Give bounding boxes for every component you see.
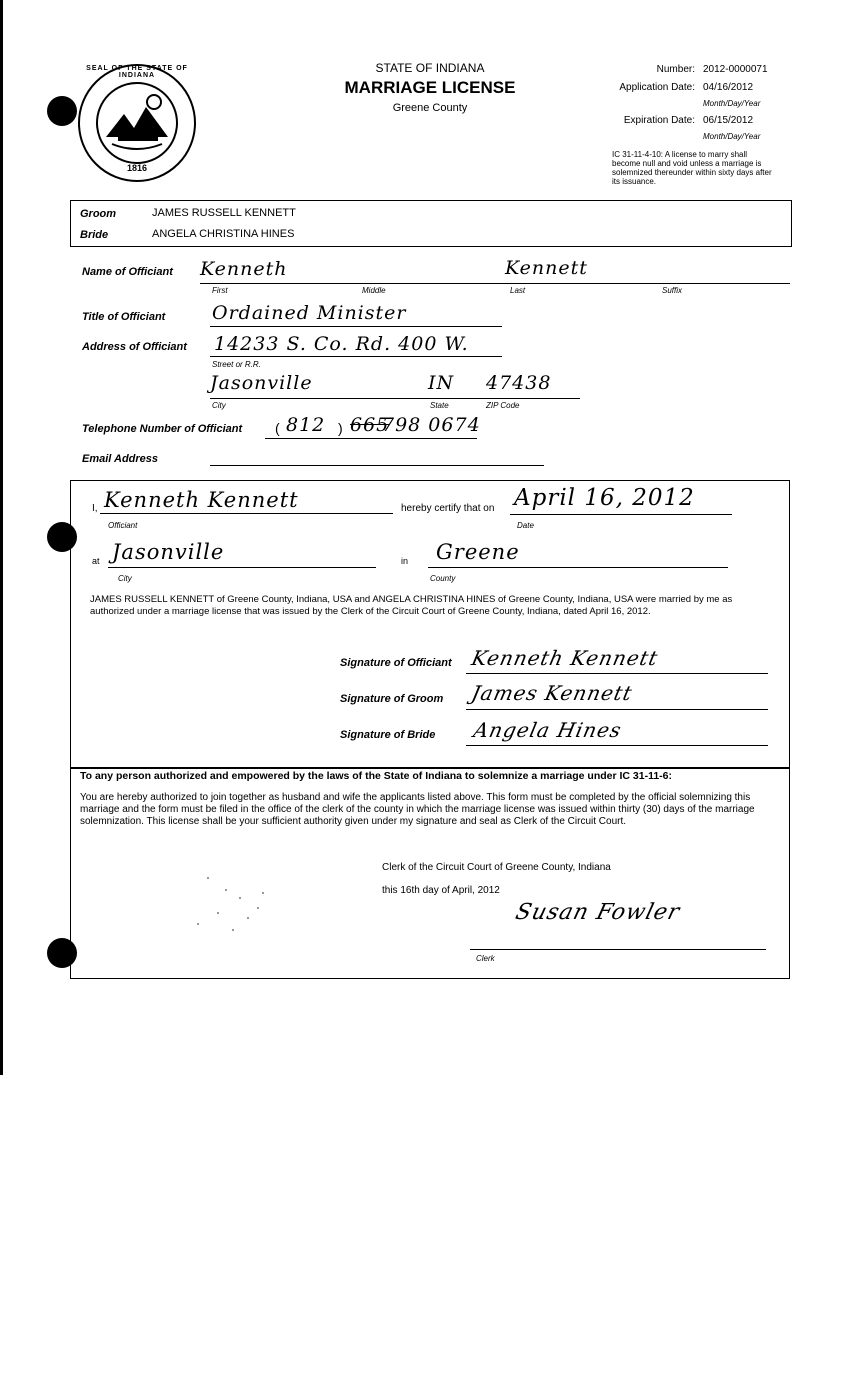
sig-groom-line xyxy=(466,709,768,710)
document-title: MARRIAGE LICENSE xyxy=(344,78,516,97)
embossed-seal xyxy=(178,868,278,948)
expiration-label: Expiration Date: xyxy=(623,115,695,126)
officiant-state: IN xyxy=(428,372,455,394)
seal-year: 1816 xyxy=(126,163,148,173)
certify-text: hereby certify that on xyxy=(401,503,495,514)
officiant-hint: Officiant xyxy=(108,521,138,530)
city-line xyxy=(210,398,580,399)
bride-signature: Angela Hines xyxy=(471,718,625,742)
expiration-date: 06/15/2012 xyxy=(703,115,754,126)
clerk-line xyxy=(470,949,766,950)
date-line xyxy=(510,514,732,515)
county-cert-hint: County xyxy=(430,574,456,583)
in-label: in xyxy=(401,556,409,566)
number-label: Number: xyxy=(656,64,695,75)
phone-line xyxy=(265,438,477,439)
phone-open-paren: ( xyxy=(275,420,280,436)
sig-groom-label: Signature of Groom xyxy=(340,693,444,705)
officiant-last-name: Kennett xyxy=(505,257,588,279)
sig-officiant-line xyxy=(466,673,768,674)
groom-name: JAMES RUSSELL KENNETT xyxy=(152,207,296,219)
i-label: I, xyxy=(92,503,98,514)
at-label: at xyxy=(92,556,100,566)
bride-label: Bride xyxy=(80,229,109,241)
groom-signature: James Kennett xyxy=(469,681,635,705)
sig-bride-label: Signature of Bride xyxy=(340,729,436,741)
marriage-date: April 16, 2012 xyxy=(514,485,695,511)
marriage-county: Greene xyxy=(436,540,520,564)
seal-ring-text: SEAL OF THE STATE OF INDIANA xyxy=(86,65,188,79)
officiant-address-label: Address of Officiant xyxy=(82,341,187,353)
email-line xyxy=(210,465,544,466)
certification-box xyxy=(70,480,790,769)
scan-edge xyxy=(0,0,3,1075)
officiant-name-label: Name of Officiant xyxy=(82,266,173,278)
street-line xyxy=(210,356,502,357)
authorization-body: You are hereby authorized to join together as husband and wife the applicants listed above. This form must be completed by the official solemnizing this marriage and the form must be filed in the office of the clerk of the county in which the marriage license was issued within thirty (30) days of the marriage solemnization. This license shall be your sufficient authority given under my signature and seal as Clerk of the Circuit Court. xyxy=(80,792,755,827)
state-heading: STATE OF INDIANA xyxy=(375,61,485,75)
clerk-hint: Clerk xyxy=(476,954,495,963)
groom-label: Groom xyxy=(80,208,117,220)
sig-officiant-label: Signature of Officiant xyxy=(340,657,452,669)
bride-name: ANGELA CHRISTINA HINES xyxy=(152,228,295,240)
first-hint: First xyxy=(212,286,228,295)
county-cert-line xyxy=(428,567,728,568)
last-hint: Last xyxy=(510,286,526,295)
county-heading: Greene County xyxy=(392,102,468,114)
title-line xyxy=(210,326,502,327)
license-number: 2012-0000071 xyxy=(703,64,768,75)
officiant-city: Jasonville xyxy=(210,372,313,394)
authorization-heading: To any person authorized and empowered by the laws of the State of Indiana to solemnize a marriage under IC 31-11-6: xyxy=(80,770,673,782)
date-format-hint: Month/Day/Year xyxy=(703,132,761,141)
marriage-city: Jasonville xyxy=(112,540,225,564)
state-seal xyxy=(76,62,198,184)
clerk-office: Clerk of the Circuit Court of Greene County, Indiana xyxy=(382,862,611,873)
middle-hint: Middle xyxy=(362,286,386,295)
phone-number: 798 0674 xyxy=(382,414,481,436)
officiant-cert-line xyxy=(100,513,393,514)
officiant-street: 14233 S. Co. Rd. 400 W. xyxy=(214,333,469,355)
statute-note: IC 31-11-4-10: A license to marry shall become null and void unless a marriage is solemnized thereunder within sixty days after its issuance. xyxy=(612,150,772,186)
officiant-title: Ordained Minister xyxy=(212,302,407,324)
sig-bride-line xyxy=(466,745,768,746)
punch-hole xyxy=(47,96,77,126)
officiant-signature: Kenneth Kennett xyxy=(469,646,661,670)
street-hint: Street or R.R. xyxy=(212,360,261,369)
clerk-signature: Susan Fowler xyxy=(512,900,683,925)
application-date: 04/16/2012 xyxy=(703,82,754,93)
phone-close-paren: ) xyxy=(338,420,343,436)
date-format-hint: Month/Day/Year xyxy=(703,99,761,108)
city-hint: City xyxy=(212,401,226,410)
officiant-first-name: Kenneth xyxy=(200,258,288,280)
state-hint: State xyxy=(430,401,449,410)
application-label: Application Date: xyxy=(619,82,695,93)
certifying-officiant: Kenneth Kennett xyxy=(104,488,299,512)
city-cert-hint: City xyxy=(118,574,132,583)
issued-line: this 16th day of April, 2012 xyxy=(382,885,500,896)
officiant-title-label: Title of Officiant xyxy=(82,311,166,323)
officiant-name-line xyxy=(200,283,790,284)
date-hint: Date xyxy=(517,521,534,530)
officiant-phone-label: Telephone Number of Officiant xyxy=(82,423,243,435)
suffix-hint: Suffix xyxy=(662,286,683,295)
email-label: Email Address xyxy=(82,453,159,465)
zip-hint: ZIP Code xyxy=(486,401,520,410)
city-cert-line xyxy=(108,567,376,568)
officiant-zip: 47438 xyxy=(486,372,552,394)
phone-area-code: 812 xyxy=(286,414,326,436)
phone-struck-prefix: 665 xyxy=(350,414,390,436)
marriage-statement: JAMES RUSSELL KENNETT of Greene County, Indiana, USA and ANGELA CHRISTINA HINES of Greene County, Indiana, USA were married by me as authorized under a marriage license that was issued by the Clerk of the Circuit Court of Greene County, Indiana, dated April 16, 2012. xyxy=(90,594,733,617)
